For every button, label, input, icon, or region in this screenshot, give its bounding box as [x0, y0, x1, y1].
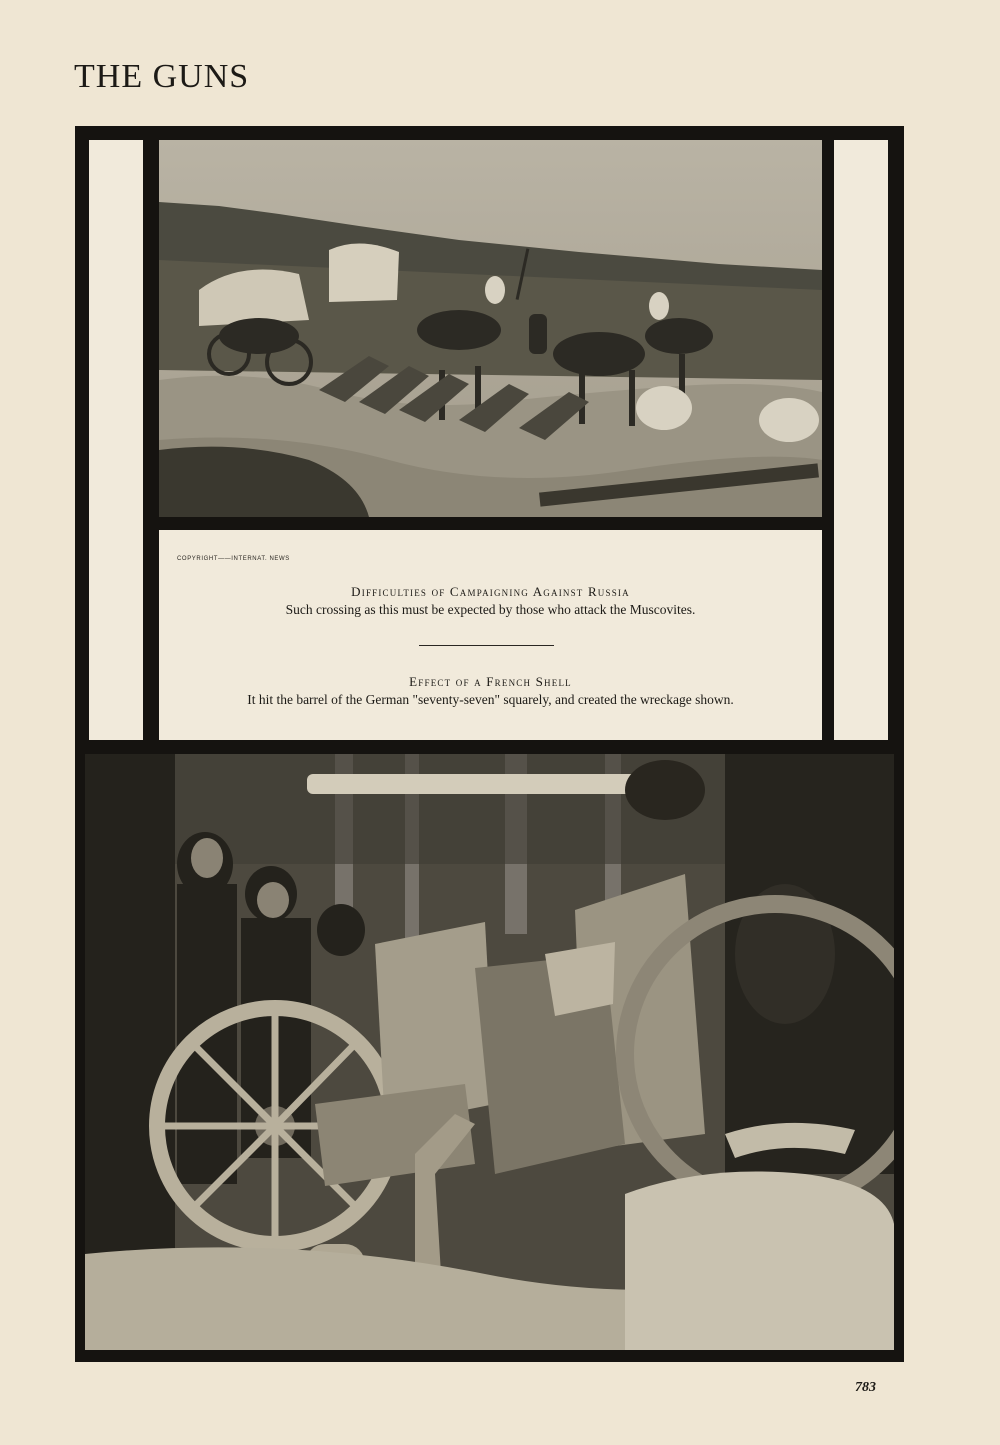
caption-block: [159, 530, 822, 740]
photo-wrecked-field-gun: [85, 754, 894, 1350]
photo-credit: COPYRIGHT——INTERNAT. NEWS: [177, 556, 290, 562]
caption-text-top: Such crossing as this must be expected by those who attack the Muscovites.: [285, 602, 696, 617]
page-title: THE GUNS: [74, 58, 250, 95]
photo-plate: [75, 126, 904, 1362]
page-number: 783: [855, 1380, 876, 1395]
caption-text-bottom: It hit the barrel of the German "seventy-seven" squarely, and created the wreckage shown.: [247, 692, 734, 707]
photo-river-crossing: [159, 140, 822, 517]
caption-divider: [419, 645, 554, 646]
right-margin-strip: [834, 140, 888, 740]
caption-heading-top: Difficulties of Campaigning Against Russia: [351, 584, 630, 599]
left-margin-strip: [89, 140, 143, 740]
caption-heading-bottom: Effect of a French Shell: [409, 674, 572, 689]
